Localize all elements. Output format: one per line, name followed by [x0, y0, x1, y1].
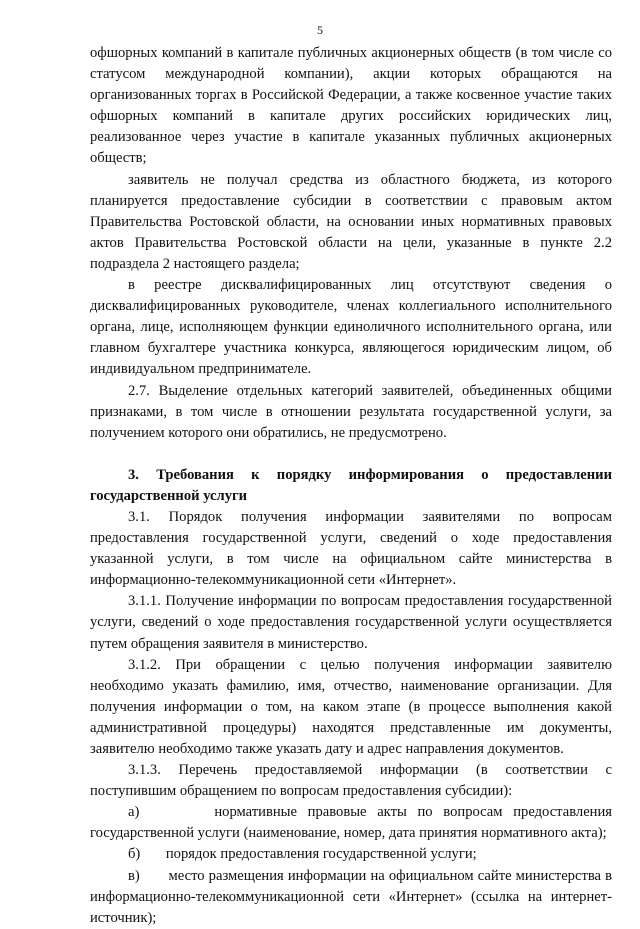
list-marker: б): [128, 846, 141, 863]
list-item-b: [90, 844, 612, 865]
list-text: место размещения информации на официальном сайте министерства в информационно-телекоммуникационной сети «Интернет» (ссылка на интернет-источник);: [90, 867, 612, 926]
paragraph-disqualified-registry: в реестре дисквалифицированных лиц отсутствуют сведения о дисквалифицированных руководителе, членах коллегиального исполнительного органа, лице, исполняющем функции единоличного исполнительного органа, или главном бухгалтере участника конкурса, являющегося юридическим лицом, об индивидуальном предпринимателе.: [90, 277, 612, 378]
paragraph-3-1-2: 3.1.2. При обращении с целью получения информации заявителю необходимо указать фамилию, имя, отчество, наименование организации. Для получения информации о том, на каком этапе (в процессе выполнения какой административной процедуры) находятся представленные им документы, заявителю необходимо также указать дату и адрес направления документов.: [90, 656, 612, 757]
list-text: порядок предоставления государственной услуги;: [165, 846, 477, 863]
document-body: [90, 43, 612, 929]
list-item-a: [90, 802, 612, 844]
paragraph-3-1: 3.1. Порядок получения информации заявителями по вопросам предоставления государственной услуги, сведений о ходе предоставления указанной услуги, в том числе на официальном сайте министерства в информационно-телекоммуникационной сети «Интернет».: [90, 508, 612, 589]
list-item-v: [90, 866, 612, 929]
paragraph-2-7: 2.7. Выделение отдельных категорий заявителей, объединенных общими признаками, в том числе в отношении результата государственной услуги, за получением которого они обратились, не предусмотрено.: [90, 382, 612, 441]
section-3-heading: 3. Требования к порядку информирования о предоставлении государственной услуги: [90, 466, 612, 504]
paragraph-no-regional-funds: заявитель не получал средства из областного бюджета, из которого планируется предоставление субсидии в соответствии с правовым актом Правительства Ростовской области, на основании иных нормативных правовых актов Правительства Ростовской области на цели, указанные в пункте 2.2 подраздела 2 настоящего раздела;: [90, 171, 612, 272]
list-marker: а): [128, 804, 140, 821]
list-marker: в): [128, 867, 140, 884]
paragraph-3-1-3: 3.1.3. Перечень предоставляемой информации (в соответствии с поступившим обращением по вопросам предоставления субсидии):: [90, 762, 612, 800]
paragraph-offshore-continuation: офшорных компаний в капитале публичных акционерных обществ (в том числе со статусом международной компании), акции которых обращаются на организованных торгах в Российской Федерации, а также косвенное участие таких офшорных компаний в капитале других российских юридических лиц, реализованное через участие в капитале указанных публичных акционерных обществ;: [90, 45, 612, 167]
page-number: 5: [317, 23, 323, 37]
paragraph-3-1-1: 3.1.1. Получение информации по вопросам предоставления государственной услуги, сведений о ходе предоставления государственной услуги осуществляется путем обращения заявителя в министерство.: [90, 593, 612, 652]
list-text: нормативные правовые акты по вопросам предоставления государственной услуги (наименование, номер, дата принятия нормативного акта);: [90, 804, 613, 842]
